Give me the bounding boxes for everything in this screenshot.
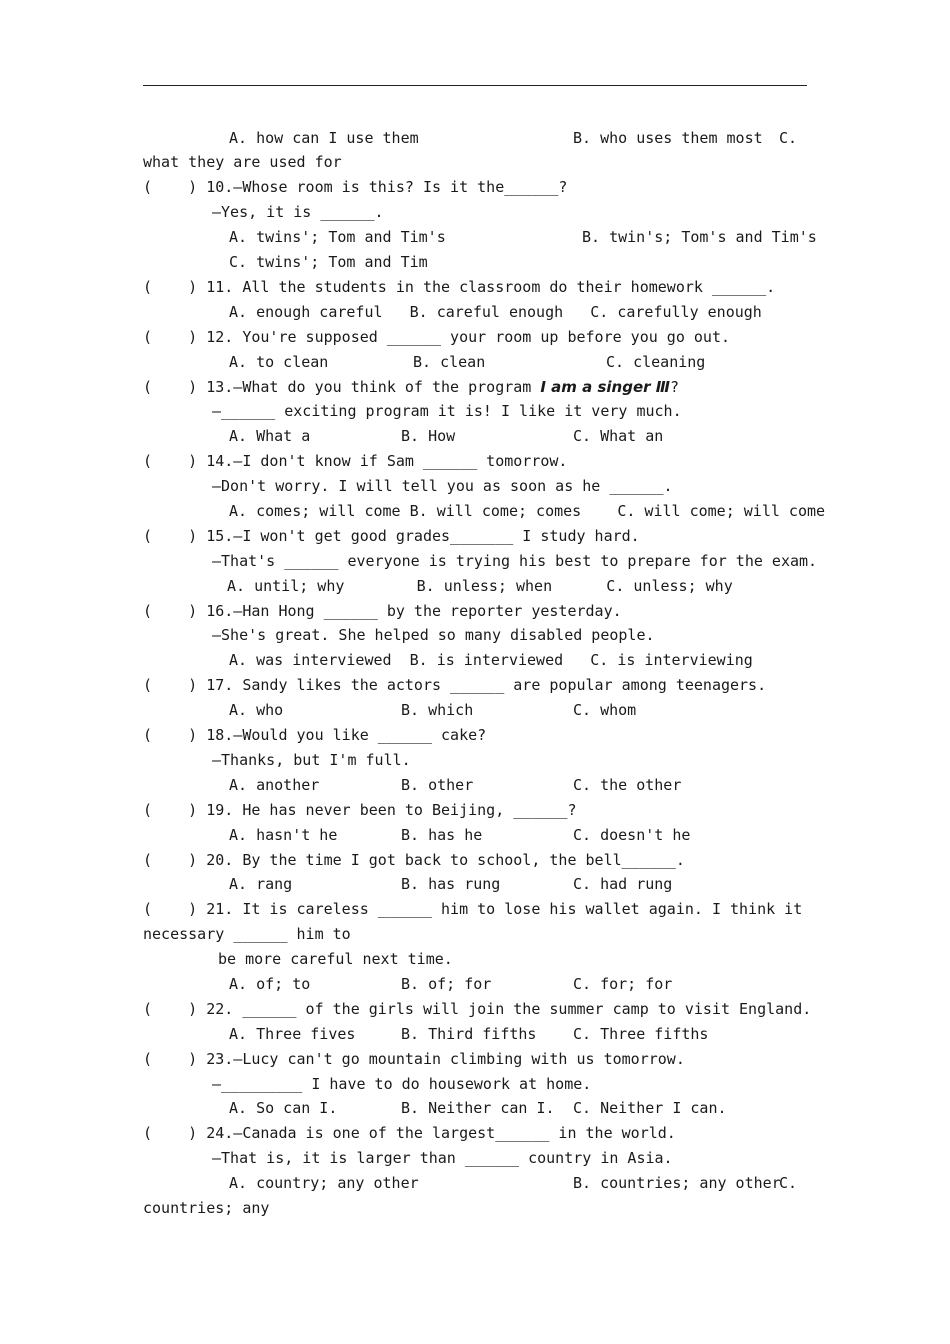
q15-question: ( ) 15.—I won't get good grades_______ I study hard. [143,527,640,545]
q13-reply: —______ exciting program it is! I like it very much. [212,402,682,420]
q24-option-a: A. country; any other [229,1174,419,1192]
header-rule [143,85,807,86]
q13-option-b: B. How [401,427,456,445]
q16-options: A. was interviewed B. is interviewed C. is interviewing [229,651,753,669]
q22-question: ( ) 22. ______ of the girls will join the summer camp to visit England. [143,1000,812,1018]
q21-question-end: be more careful next time. [218,950,453,968]
q21-question: ( ) 21. It is careless ______ him to lose his wallet again. I think it [143,900,803,918]
q15-reply: —That's ______ everyone is trying his best to prepare for the exam. [212,552,818,570]
q13-program-title: I am a singer Ⅲ [540,378,670,396]
q21-question-cont: necessary ______ him to [143,925,351,943]
q18-reply: —Thanks, but I'm full. [212,751,411,769]
q9-option-b: B. who uses them most [573,129,763,147]
q13-option-c: C. What an [573,427,664,445]
q14-reply: —Don't worry. I will tell you as soon as he ______. [212,477,673,495]
q12-question: ( ) 12. You're supposed ______ your room up before you go out. [143,328,730,346]
q23-option-a: A. So can I. [229,1099,338,1117]
q17-option-a: A. who [229,701,284,719]
q23-option-b: B. Neither can I. [401,1099,555,1117]
q11-options: A. enough careful B. careful enough C. carefully enough [229,303,762,321]
q20-option-c: C. had rung [573,875,673,893]
q16-reply: —She's great. She helped so many disabled people. [212,626,655,644]
q23-question: ( ) 23.—Lucy can't go mountain climbing with us tomorrow. [143,1050,685,1068]
q22-option-a: A. Three fives [229,1025,356,1043]
q14-question: ( ) 14.—I don't know if Sam ______ tomorrow. [143,452,568,470]
q20-option-a: A. rang [229,875,293,893]
q10-option-a: A. twins'; Tom and Tim's [229,228,446,246]
q24-option-b: B. countries; any other [573,1174,781,1192]
q18-option-b: B. other [401,776,474,794]
q21-option-a: A. of; to [229,975,311,993]
q12-option-a: A. to clean [229,353,329,371]
q9-option-a: A. how can I use them [229,129,419,147]
q24-option-c-label: C. [779,1174,798,1192]
q9-option-c: what they are used for [143,153,342,171]
q21-option-c: C. for; for [573,975,673,993]
q24-reply: —That is, it is larger than ______ country in Asia. [212,1149,673,1167]
q14-options: A. comes; will come B. will come; comes C. will come; will come [229,502,826,520]
q11-question: ( ) 11. All the students in the classroom do their homework ______. [143,278,776,296]
q19-option-c: C. doesn't he [573,826,691,844]
q19-question: ( ) 19. He has never been to Beijing, ______? [143,801,577,819]
q13-question-mark: ? [669,378,679,396]
q10-question: ( ) 10.—Whose room is this? Is it the______? [143,178,568,196]
q22-option-b: B. Third fifths [401,1025,537,1043]
q17-question: ( ) 17. Sandy likes the actors ______ are popular among teenagers. [143,676,767,694]
q10-option-b: B. twin's; Tom's and Tim's [582,228,817,246]
q18-question: ( ) 18.—Would you like ______ cake? [143,726,487,744]
q12-option-c: C. cleaning [606,353,706,371]
q13-option-a: A. What a [229,427,311,445]
q13-question [143,378,679,396]
q10-option-c: C. twins'; Tom and Tim [229,253,428,271]
q12-option-b: B. clean [413,353,486,371]
q19-option-b: B. has he [401,826,483,844]
q17-option-b: B. which [401,701,474,719]
q19-option-a: A. hasn't he [229,826,338,844]
q22-option-c: C. Three fifths [573,1025,709,1043]
q16-question: ( ) 16.—Han Hong ______ by the reporter yesterday. [143,602,622,620]
q13-question-text: ( ) 13.—What do you think of the program [143,378,541,396]
q24-option-c: countries; any [143,1199,270,1217]
q15-options: A. until; why B. unless; when C. unless; why [227,577,733,595]
q21-option-b: B. of; for [401,975,492,993]
q10-reply: —Yes, it is ______. [212,203,384,221]
q23-reply: —_________ I have to do housework at home. [212,1075,592,1093]
q23-option-c: C. Neither I can. [573,1099,727,1117]
q24-question: ( ) 24.—Canada is one of the largest______ in the world. [143,1124,676,1142]
q18-option-a: A. another [229,776,320,794]
q20-question: ( ) 20. By the time I got back to school, the bell______. [143,851,685,869]
q18-option-c: C. the other [573,776,682,794]
q9-option-c-label: C. [779,129,798,147]
q20-option-b: B. has rung [401,875,501,893]
q17-option-c: C. whom [573,701,637,719]
